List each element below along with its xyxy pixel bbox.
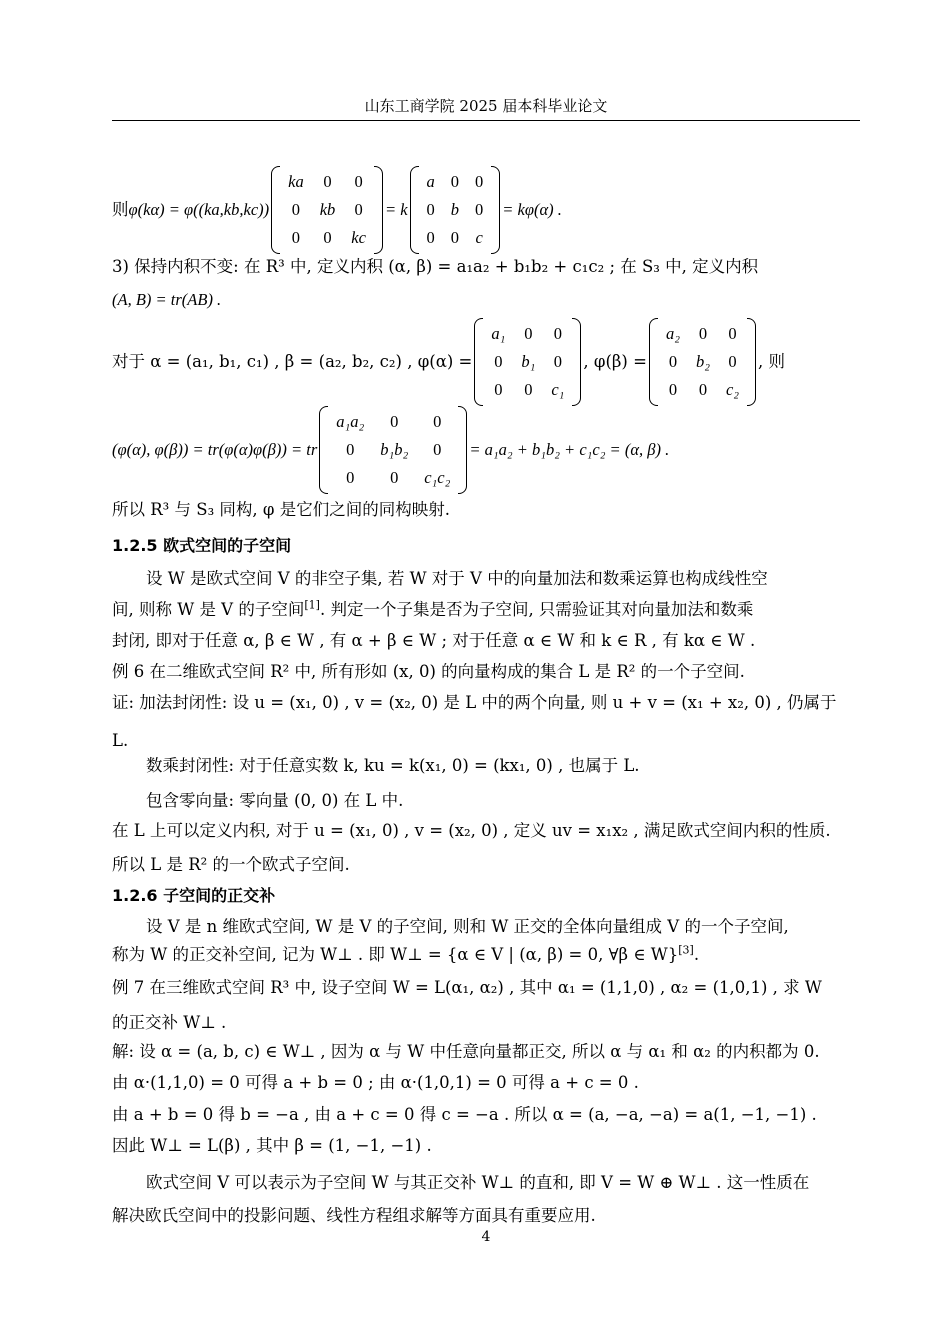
- matrix-cell: b: [450, 200, 460, 219]
- equation-scalar-preservation: [112, 166, 562, 254]
- para-subspace-2-tail: . 判定一个子集是否为子空间, 只需验证其对向量加法和数乘: [319, 600, 754, 619]
- matrix-cell: 0: [426, 200, 435, 219]
- matrix-cell: 0: [354, 200, 363, 219]
- citation-3: [3]: [678, 943, 694, 957]
- map-lead: 对于 α = (a₁, b₁, c₁) , β = (a₂, b₂, c₂) , φ(α) =: [112, 352, 473, 371]
- proof-addition: 证: 加法封闭性: 设 u = (x₁, 0) , v = (x₂, 0) 是 L 中的两个向量, 则 u + v = (x₁ + x₂, 0) , 仍属于: [112, 693, 837, 712]
- map-tail: , 则: [758, 352, 785, 371]
- matrix-cell: c₁c₂: [424, 468, 451, 487]
- matrix-cell: 0: [728, 324, 737, 343]
- eq-lhs: φ(kα) = φ((ka,kb,kc)): [128, 200, 270, 219]
- trace-rhs: = a₁a₂ + b₁b₂ + c₁c₂ = (α, β) .: [469, 440, 670, 459]
- matrix-cell: 0: [524, 380, 533, 399]
- matrix-cell: a₂: [665, 324, 680, 343]
- section-heading-1-2-6: 1.2.6 子空间的正交补: [112, 886, 276, 905]
- matrix-cell: 0: [475, 172, 484, 191]
- inner-product-line-1: 3) 保持内积不变: 在 R³ 中, 定义内积 (α, β) = a₁a₂ + b₁b₂ + c₁c₂ ; 在 S₃ 中, 定义内积: [112, 257, 759, 276]
- matrix-cell: b₁: [521, 352, 536, 371]
- map-mid: , φ(β) =: [583, 352, 647, 371]
- eq-lead: 则: [112, 200, 129, 219]
- eq-rhs: = kφ(α) .: [502, 200, 562, 219]
- example-6: 例 6 在二维欧式空间 R² 中, 所有形如 (x, 0) 的向量构成的集合 L 是 R² 的一个子空间.: [112, 662, 745, 681]
- matrix-cell: 0: [553, 352, 562, 371]
- trace-lhs: (φ(α), φ(β)) = tr(φ(α)φ(β)) = tr: [112, 440, 318, 459]
- equation-mapping: [112, 318, 785, 406]
- proof-inner-product: 在 L 上可以定义内积, 对于 u = (x₁, 0) , v = (x₂, 0) , 定义 uv = x₁x₂ , 满足欧式空间内积的性质.: [112, 821, 831, 840]
- inner-product-line-2: (A, B) = tr(AB) .: [112, 290, 222, 309]
- citation-1: [1]: [304, 598, 320, 612]
- para-direct-sum-1: 欧式空间 V 可以表示为子空间 W 与其正交补 W⊥ 的直和, 即 V = W ⊕ W⊥ . 这一性质在: [146, 1173, 810, 1192]
- matrix-cell: 0: [450, 228, 460, 247]
- proof-zero: 包含零向量: 零向量 (0, 0) 在 L 中.: [146, 791, 404, 810]
- solution-line-3: 由 a + b = 0 得 b = −a , 由 a + c = 0 得 c = −a . 所以 α = (a, −a, −a) = a(1, −1, −1) .: [112, 1105, 817, 1124]
- matrix-cell: 0: [450, 172, 460, 191]
- solution-line-1: 解: 设 α = (a, b, c) ∈ W⊥ , 因为 α 与 W 中任意向量都正交, 所以 α 与 α₁ 和 α₂ 的内积都为 0.: [112, 1042, 820, 1061]
- matrix-cell: b₁b₂: [380, 440, 409, 459]
- matrix-cell: 0: [494, 352, 503, 371]
- para-direct-sum-2: 解决欧氏空间中的投影问题、线性方程组求解等方面具有重要应用.: [112, 1206, 596, 1225]
- matrix-k-diag: [271, 166, 383, 254]
- para-subspace-2: [112, 597, 753, 623]
- solution-line-4: 因此 W⊥ = L(β) , 其中 β = (1, −1, −1) .: [112, 1136, 432, 1155]
- matrix-cell: kb: [319, 200, 336, 219]
- matrix-cell: 0: [426, 228, 435, 247]
- example-7-line-2: 的正交补 W⊥ .: [112, 1013, 227, 1032]
- matrix-cell: 0: [553, 324, 562, 343]
- matrix-cell: 0: [698, 380, 708, 399]
- matrix-diag-abc: [410, 166, 501, 254]
- matrix-cell: 0: [390, 468, 399, 487]
- example-7-line-1: 例 7 在三维欧式空间 R³ 中, 设子空间 W = L(α₁, α₂) , 其中 α₁ = (1,1,0) , α₂ = (1,0,1) , 求 W: [112, 978, 822, 997]
- matrix-cell: 0: [475, 200, 484, 219]
- para-subspace-3: 封闭, 即对于任意 α, β ∈ W , 有 α + β ∈ W ; 对于任意 α ∈ W 和 k ∈ R , 有 kα ∈ W .: [112, 631, 756, 650]
- proof-scalar: 数乘封闭性: 对于任意实数 k, ku = k(x₁, 0) = (kx₁, 0) , 也属于 L.: [146, 756, 640, 775]
- matrix-phi-beta: [649, 318, 756, 406]
- matrix-cell: 0: [668, 380, 678, 399]
- para-subspace-2-text: 间, 则称 W 是 V 的子空间: [112, 600, 305, 619]
- matrix-cell: 0: [291, 228, 301, 247]
- para-subspace-1: 设 W 是欧式空间 V 的非空子集, 若 W 对于 V 中的向量加法和数乘运算也构成线性空: [146, 569, 768, 588]
- matrix-product: [319, 406, 467, 494]
- solution-line-2: 由 α·(1,1,0) = 0 可得 a + b = 0 ; 由 α·(1,0,1) = 0 可得 a + c = 0 .: [112, 1073, 639, 1092]
- matrix-cell: a: [426, 172, 435, 191]
- page-number: 4: [481, 1229, 491, 1245]
- matrix-cell: ka: [288, 172, 304, 191]
- header-rule: [112, 120, 860, 121]
- matrix-cell: 0: [698, 324, 708, 343]
- matrix-cell: c₁: [551, 380, 565, 399]
- matrix-cell: 0: [433, 440, 442, 459]
- matrix-cell: b₂: [695, 352, 710, 371]
- section-heading-1-2-5: 1.2.5 欧式空间的子空间: [112, 536, 292, 555]
- matrix-cell: 0: [346, 440, 355, 459]
- running-header: 山东工商学院 2025 届本科毕业论文: [364, 97, 608, 115]
- matrix-cell: 0: [433, 412, 442, 431]
- matrix-cell: a₁a₂: [336, 412, 365, 431]
- matrix-cell: 0: [323, 172, 332, 191]
- matrix-cell: c: [475, 228, 483, 247]
- matrix-cell: a₁: [491, 324, 506, 343]
- matrix-cell: 0: [291, 200, 301, 219]
- matrix-cell: 0: [323, 228, 332, 247]
- matrix-cell: 0: [390, 412, 399, 431]
- matrix-cell: c₂: [725, 380, 739, 399]
- para-complement-2-end: .: [693, 945, 700, 964]
- para-complement-2-text: 称为 W 的正交补空间, 记为 W⊥ . 即 W⊥ = {α ∈ V | (α, β) = 0, ∀β ∈ W}: [112, 945, 679, 964]
- matrix-cell: kc: [351, 228, 366, 247]
- matrix-cell: 0: [668, 352, 678, 371]
- proof-conclusion: 所以 L 是 R² 的一个欧式子空间.: [112, 855, 350, 874]
- matrix-cell: 0: [728, 352, 737, 371]
- para-complement-2: [112, 942, 699, 968]
- matrix-cell: 0: [346, 468, 355, 487]
- isomorphism-conclusion: 所以 R³ 与 S₃ 同构, φ 是它们之间的同构映射.: [112, 500, 450, 519]
- matrix-cell: 0: [524, 324, 533, 343]
- eq-mid: = k: [384, 200, 408, 219]
- matrix-cell: 0: [494, 380, 503, 399]
- proof-addition-tail: L.: [112, 731, 129, 750]
- matrix-phi-alpha: [474, 318, 581, 406]
- para-complement-1: 设 V 是 n 维欧式空间, W 是 V 的子空间, 则和 W 正交的全体向量组成 V 的一个子空间,: [146, 917, 789, 936]
- matrix-cell: 0: [354, 172, 363, 191]
- equation-trace: [112, 406, 669, 494]
